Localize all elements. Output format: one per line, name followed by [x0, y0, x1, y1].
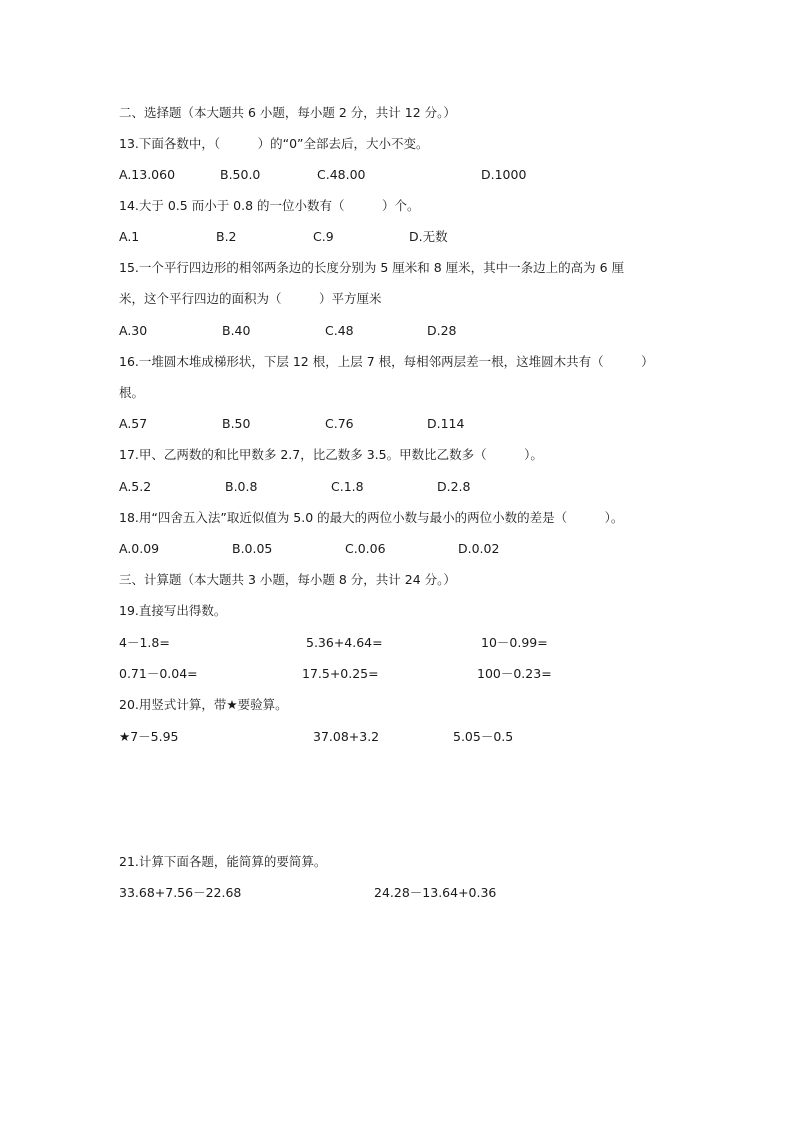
- option-18-c: C.0.06: [345, 541, 386, 556]
- q21-expr-1: 33.68+7.56－22.68: [119, 885, 242, 900]
- question-20-title: 20.用竖式计算，带★要验算。: [119, 697, 288, 712]
- question-16-line-2: 根。: [119, 385, 145, 400]
- question-17: 17.甲、乙两数的和比甲数多 2.7，比乙数多 3.5。甲数比乙数多（ ）。: [119, 447, 543, 462]
- q21-expr-2: 24.28－13.64+0.36: [374, 885, 497, 900]
- section-heading-choice: 二、选择题（本大题共 6 小题，每小题 2 分，共计 12 分。）: [119, 105, 456, 120]
- option-13-b: B.50.0: [220, 167, 261, 182]
- option-15-b: B.40: [222, 323, 251, 338]
- option-15-d: D.28: [427, 323, 457, 338]
- option-14-b: B.2: [216, 229, 237, 244]
- option-14-a: A.1: [119, 229, 140, 244]
- option-14-d: D.无数: [409, 229, 448, 244]
- option-16-c: C.76: [325, 416, 354, 431]
- question-15-line-1: 15.一个平行四边形的相邻两条边的长度分别为 5 厘米和 8 厘米，其中一条边上的高为 6 厘: [119, 260, 625, 275]
- option-16-a: A.57: [119, 416, 148, 431]
- question-21-title: 21.计算下面各题，能简算的要简算。: [119, 854, 327, 869]
- q19-expr-3: 10－0.99=: [481, 635, 548, 650]
- option-17-d: D.2.8: [437, 479, 471, 494]
- option-18-d: D.0.02: [458, 541, 500, 556]
- q20-expr-2: 37.08+3.2: [313, 729, 380, 744]
- option-17-a: A.5.2: [119, 479, 152, 494]
- option-17-b: B.0.8: [225, 479, 258, 494]
- q19-expr-6: 100－0.23=: [477, 666, 552, 681]
- q19-expr-4: 0.71－0.04=: [119, 666, 198, 681]
- option-13-c: C.48.00: [317, 167, 366, 182]
- q19-expr-1: 4－1.8=: [119, 635, 170, 650]
- option-15-a: A.30: [119, 323, 148, 338]
- option-17-c: C.1.8: [331, 479, 364, 494]
- option-15-c: C.48: [325, 323, 354, 338]
- option-13-d: D.1000: [481, 167, 527, 182]
- question-16-line-1: 16.一堆圆木堆成梯形状，下层 12 根，上层 7 根，每相邻两层差一根，这堆圆木共有（ ）: [119, 354, 654, 369]
- q20-expr-3: 5.05－0.5: [453, 729, 514, 744]
- option-16-b: B.50: [222, 416, 251, 431]
- option-16-d: D.114: [427, 416, 465, 431]
- option-14-c: C.9: [313, 229, 334, 244]
- q20-expr-1: ★7－5.95: [119, 729, 179, 744]
- q19-expr-5: 17.5+0.25=: [302, 666, 379, 681]
- section-heading-calculation: 三、计算题（本大题共 3 小题，每小题 8 分，共计 24 分。）: [119, 572, 456, 587]
- question-19-title: 19.直接写出得数。: [119, 603, 227, 618]
- option-18-a: A.0.09: [119, 541, 160, 556]
- question-18: 18.用“四舍五入法”取近似值为 5.0 的最大的两位小数与最小的两位小数的差是（ ）。: [119, 510, 624, 525]
- option-18-b: B.0.05: [232, 541, 273, 556]
- question-15-line-2: 米，这个平行四边的面积为（ ）平方厘米: [119, 291, 382, 306]
- option-13-a: A.13.060: [119, 167, 176, 182]
- question-14: 14.大于 0.5 而小于 0.8 的一位小数有（ ）个。: [119, 198, 420, 213]
- q19-expr-2: 5.36+4.64=: [306, 635, 383, 650]
- question-13: 13.下面各数中，（ ）的“0”全部去后，大小不变。: [119, 136, 429, 151]
